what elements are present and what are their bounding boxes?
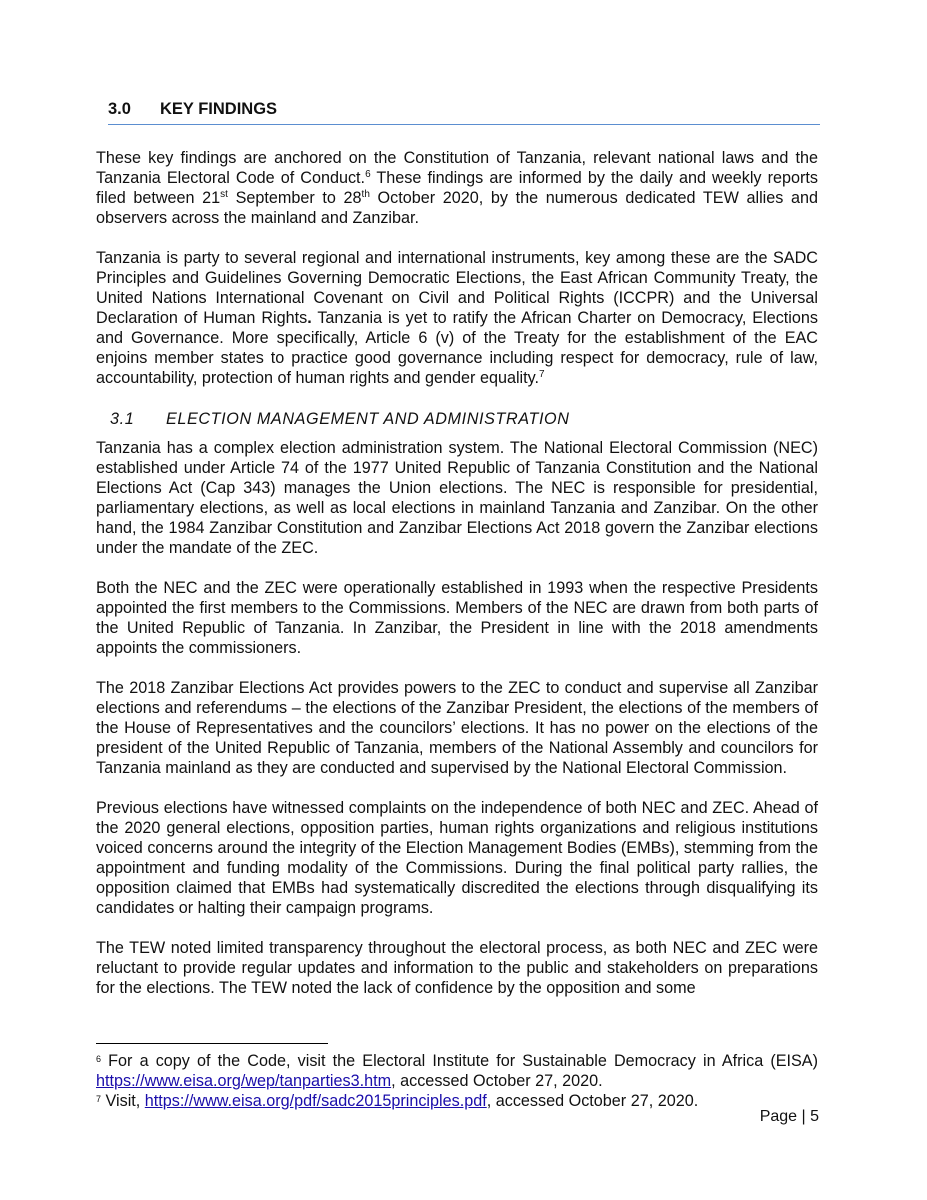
footnote-ref-7[interactable]: 7: [539, 369, 545, 380]
subsection-number: 3.1: [110, 410, 135, 428]
paragraph: Previous elections have witnessed complaints on the independence of both NEC and ZEC. Ahead of the 2020 general elections, opposition parties, human rights organizations and religious institutions voiced concerns around the integrity of the Election Management Bodies (EMBs), stemming from the appointment and funding modality of the Commissions. During the final political party rallies, the opposition claimed that EMBs had systematically discredited the elections through disqualifying its candidates or halting their campaign programs.: [96, 799, 818, 917]
page-number: Page | 5: [759, 1108, 819, 1125]
footnote-7: $^7$ Visit, https://www.eisa.org/pdf/sadc2015principles.pdf, accessed October 27, 2020.: [96, 1092, 699, 1110]
paragraph: Both the NEC and the ZEC were operationally established in 1993 when the respective Presidents appointed the first members to the Commissions. Members of the NEC are drawn from both parts of the United Republic of Tanzania. In Zanzibar, the President in line with the 2018 amendments appoints the commissioners.: [96, 579, 818, 657]
subsection-heading: [96, 408, 818, 430]
footnote-divider: [96, 1043, 328, 1044]
paragraph: Tanzania has a complex election administration system. The National Electoral Commission (NEC) established under Article 74 of the 1977 United Republic of Tanzania Constitution and the National Elections Act (Cap 343) manages the Union elections. The NEC is responsible for presidential, parliamentary elections, as well as local elections in mainland Tanzania and Zanzibar. On the other hand, the 1984 Zanzibar Constitution and Zanzibar Elections Act 2018 govern the Zanzibar elections under the mandate of the ZEC.: [96, 439, 818, 557]
footnote-ref-6[interactable]: 6: [365, 169, 371, 180]
subsection-title: ELECTION MANAGEMENT AND ADMINISTRATION: [166, 410, 570, 428]
footnote-6: $^6$ For a copy of the Code, visit the Electoral Institute for Sustainable Democracy in Africa (EISA) https://www.eisa.org/wep/tanparties3.htm, accessed October 27, 2020.: [96, 1052, 818, 1090]
footnote-7-link[interactable]: https://www.eisa.org/pdf/sadc2015principles.pdf: [144, 1092, 487, 1110]
paragraph: The 2018 Zanzibar Elections Act provides powers to the ZEC to conduct and supervise all Zanzibar elections and referendums – the elections of the Zanzibar President, the elections of the members of the House of Representatives and the councilors’ elections. It has no power on the elections of the president of the United Republic of Tanzania, members of the National Assembly and councilors for Tanzania mainland as they are conducted and supervised by the National Electoral Commission.: [96, 679, 818, 777]
paragraph-intro-2: Tanzania is party to several regional and international instruments, key among these are the SADC Principles and Guidelines Governing Democratic Elections, the East African Community Treaty, the United Nations International Covenant on Civil and Political Rights (ICCPR) and the Universal Declaration of Human Rights. Tanzania is yet to ratify the African Charter on Democracy, Elections and Governance. More specifically, Article 6 (v) of the Treaty for the establishment of the EAC enjoins member states to practice good governance including respect for democracy, rule of law, accountability, protection of human rights and gender equality.$^7$: [96, 249, 818, 387]
paragraph: The TEW noted limited transparency throughout the electoral process, as both NEC and ZEC were reluctant to provide regular updates and information to the public and stakeholders on preparations for the elections. The TEW noted the lack of confidence by the opposition and some: [96, 939, 818, 997]
footnotes: [96, 1051, 818, 1111]
section-title: KEY FINDINGS: [160, 100, 278, 118]
section-number: 3.0: [108, 100, 131, 118]
body-text: [96, 148, 818, 1018]
footnote-6-link[interactable]: https://www.eisa.org/wep/tanparties3.htm: [96, 1072, 392, 1090]
section-heading: [108, 98, 820, 125]
paragraph-intro-1: These key findings are anchored on the Constitution of Tanzania, relevant national laws and the Tanzania Electoral Code of Conduct.$^6$ These findings are informed by the daily and weekly reports filed between 21st September to 28th October 2020, by the numerous dedicated TEW allies and observers across the mainland and Zanzibar.: [96, 149, 819, 227]
